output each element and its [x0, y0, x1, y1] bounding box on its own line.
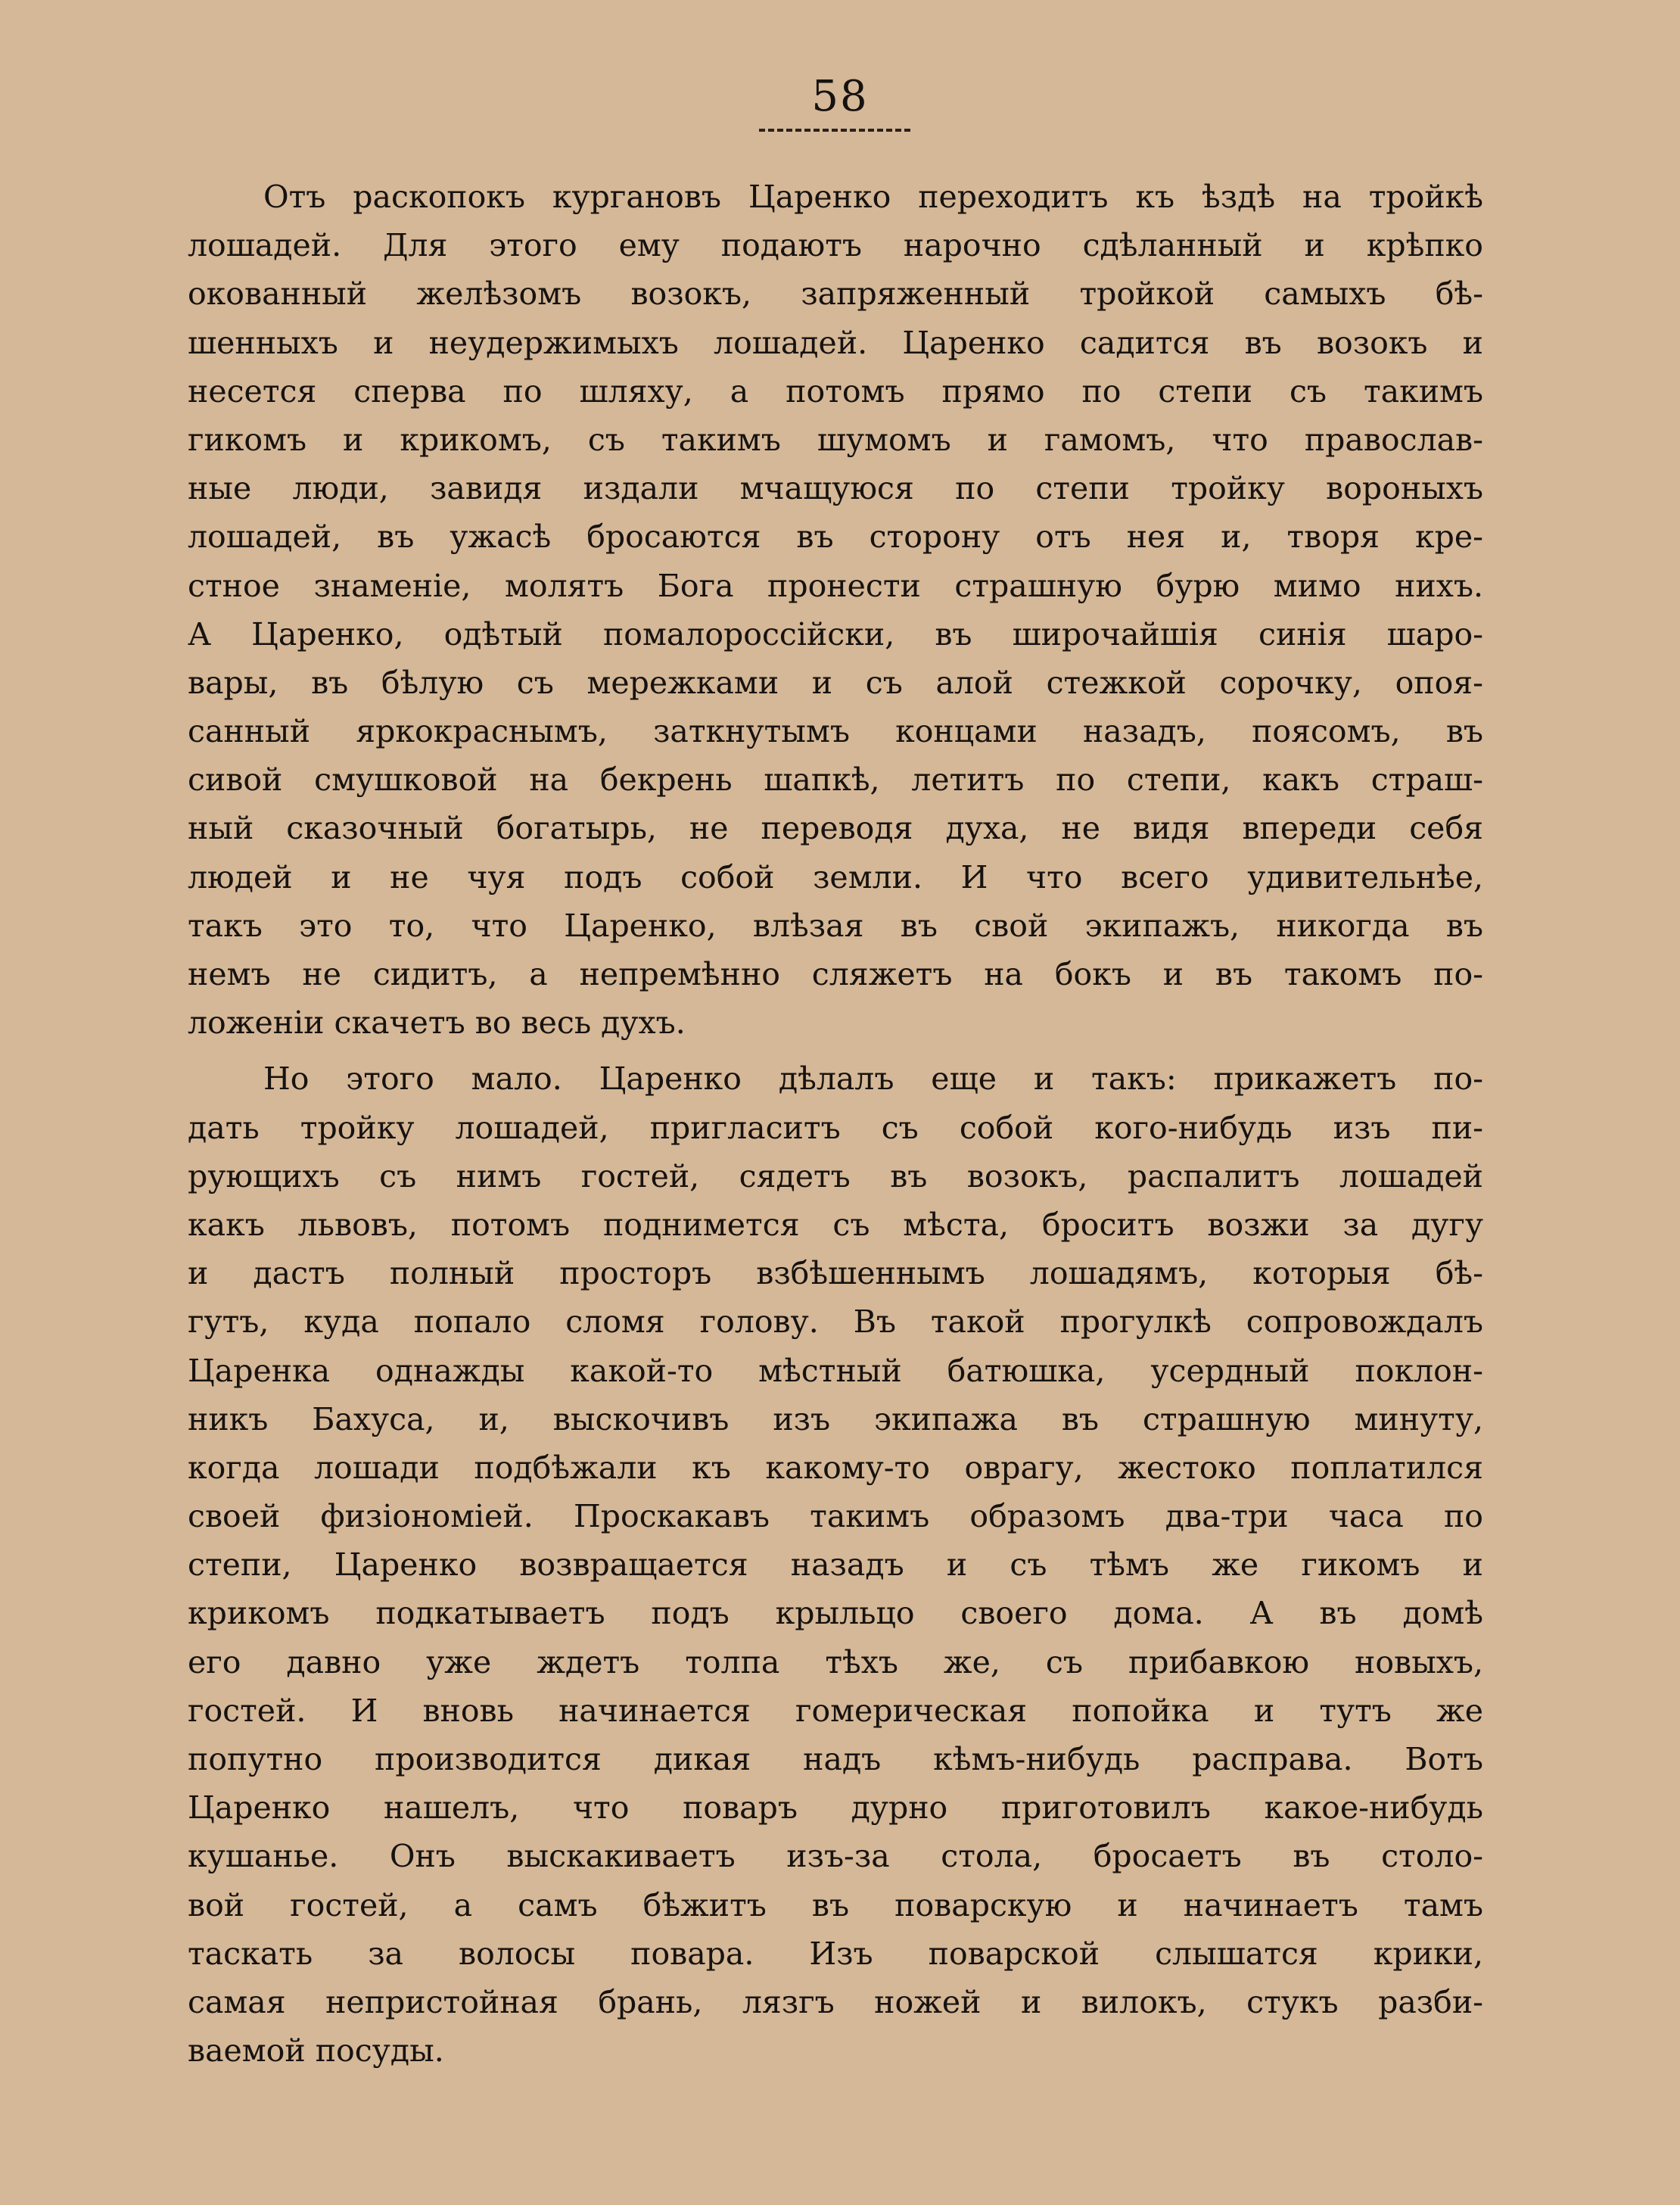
body-text — [188, 173, 1483, 2075]
text-line: такъ это то, что Царенко, влѣзая въ свой экипажъ, никогда въ — [188, 907, 1483, 944]
text-line: А Царенко, одѣтый помалороссійски, въ широчайшія синія шаро- — [188, 615, 1483, 652]
text-line: гостей. И вновь начинается гомерическая попойка и тутъ же — [188, 1692, 1483, 1729]
paragraph-2 — [188, 1054, 1483, 2075]
text-line: ный сказочный богатырь, не переводя духа, не видя впереди себя — [188, 810, 1483, 847]
text-line: Отъ раскопокъ кургановъ Царенко переходитъ къ ѣздѣ на тройкѣ — [263, 179, 1483, 215]
text-line: несется сперва по шляху, а потомъ прямо по степи съ такимъ — [188, 372, 1483, 410]
text-line: людей и не чуя подъ собой земли. И что всего удивительнѣе, — [188, 858, 1483, 895]
text-line: лошадей. Для этого ему подаютъ нарочно сдѣланный и крѣпко — [188, 227, 1483, 264]
text-line: немъ не сидитъ, а непремѣнно сляжетъ на бокъ и въ такомъ по- — [188, 956, 1483, 992]
text-line: никъ Бахуса, и, выскочивъ изъ экипажа въ страшную минуту, — [188, 1400, 1483, 1437]
text-line: окованный желѣзомъ возокъ, запряженный тройкой самыхъ бѣ- — [188, 276, 1483, 313]
text-line: рующихъ съ нимъ гостей, сядетъ въ возокъ, распалитъ лошадей — [188, 1157, 1483, 1194]
text-line: ные люди, завидя издали мчащуюся по степи тройку вороныхъ — [188, 470, 1483, 507]
text-line: вары, въ бѣлую съ мережками и съ алой стежкой сорочку, опоя- — [188, 664, 1483, 701]
text-line: степи, Царенко возвращается назадъ и съ тѣмъ же гикомъ и — [188, 1546, 1483, 1584]
text-line: какъ львовъ, потомъ поднимется съ мѣста, броситъ возжи за дугу — [188, 1206, 1483, 1243]
paragraph-1 — [188, 173, 1483, 1047]
page-number: 58 — [811, 72, 869, 121]
text-line: сивой смушковой на бекрень шапкѣ, летитъ по степи, какъ страш- — [188, 761, 1483, 799]
text-line: Царенко нашелъ, что поваръ дурно приготовилъ какое-нибудь — [188, 1789, 1483, 1827]
text-line: ложеніи скачетъ во весь духъ. — [188, 1004, 686, 1042]
text-line: и дастъ полный просторъ взбѣшеннымъ лошадямъ, которыя бѣ- — [188, 1255, 1483, 1292]
text-line: Но этого мало. Царенко дѣлалъ еще и такъ: прикажетъ по- — [263, 1060, 1483, 1098]
text-line: гикомъ и крикомъ, съ такимъ шумомъ и гамомъ, что православ- — [188, 421, 1483, 458]
text-line: таскать за волосы повара. Изъ поварской слышатся крики, — [188, 1935, 1483, 1972]
text-line: самая непристойная брань, лязгъ ножей и вилокъ, стукъ разби- — [188, 1983, 1483, 2020]
text-line: когда лошади подбѣжали къ какому-то оврагу, жестоко поплатился — [188, 1449, 1483, 1486]
text-line: Царенка однажды какой-то мѣстный батюшка, усердный поклон- — [188, 1352, 1483, 1389]
text-line: стное знаменіе, молятъ Бога пронести страшную бурю мимо нихъ. — [188, 567, 1483, 604]
text-line: попутно производится дикая надъ кѣмъ-нибудь расправа. Вотъ — [188, 1741, 1483, 1777]
text-line: крикомъ подкатываетъ подъ крыльцо своего дома. А въ домѣ — [188, 1595, 1483, 1632]
text-line: своей физіономіей. Проскакавъ такимъ образомъ два-три часа по — [188, 1498, 1483, 1535]
page-number-rule — [759, 129, 910, 132]
text-line: шенныхъ и неудержимыхъ лошадей. Царенко садится въ возокъ и — [188, 324, 1483, 361]
text-line: дать тройку лошадей, пригласитъ съ собой кого-нибудь изъ пи- — [188, 1109, 1483, 1146]
text-line: вой гостей, а самъ бѣжитъ въ поварскую и начинаетъ тамъ — [188, 1886, 1483, 1923]
text-line: лошадей, въ ужасѣ бросаются въ сторону отъ нея и, творя кре- — [188, 519, 1483, 556]
text-line: гутъ, куда попало сломя голову. Въ такой прогулкѣ сопровождалъ — [188, 1303, 1483, 1341]
paragraph-gap — [188, 1047, 1483, 1054]
text-line: его давно уже ждетъ толпа тѣхъ же, съ прибавкою новыхъ, — [188, 1643, 1483, 1680]
text-line: санный яркокраснымъ, заткнутымъ концами назадъ, поясомъ, въ — [188, 713, 1483, 750]
text-line: кушанье. Онъ выскакиваетъ изъ-за стола, бросаетъ въ столо- — [188, 1838, 1483, 1875]
text-line: ваемой посуды. — [188, 2032, 444, 2070]
